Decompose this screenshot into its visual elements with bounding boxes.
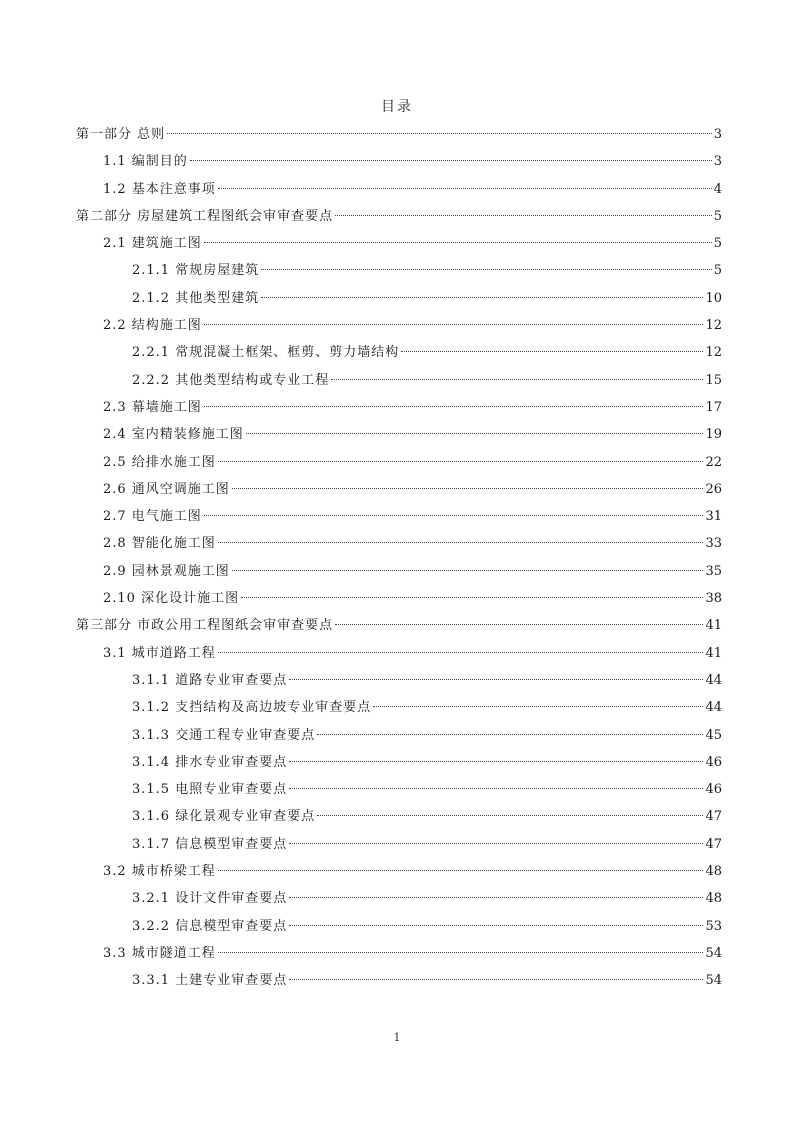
toc-entry-page: 19 [705, 427, 722, 443]
toc-dot-leader [289, 843, 703, 844]
toc-entry-page: 12 [705, 318, 722, 334]
toc-entry[interactable] [76, 230, 722, 257]
toc-entry-label: 3.3.1 土建专业审查要点 [132, 973, 288, 989]
toc-entry-page: 38 [705, 591, 722, 607]
toc-entry-label: 2.8 智能化施工图 [103, 536, 216, 552]
toc-dot-leader [401, 351, 703, 352]
toc-dot-leader [373, 706, 703, 707]
toc-entry[interactable] [76, 121, 722, 148]
toc-entry-label: 3.1.3 交通工程专业审查要点 [132, 727, 316, 743]
toc-entry[interactable] [76, 558, 722, 585]
toc-entry-page: 3 [713, 154, 722, 170]
toc-dot-leader [317, 734, 703, 735]
toc-entry-label: 第二部分 房屋建筑工程图纸会审审查要点 [76, 208, 334, 224]
toc-entry-label: 2.10 深化设计施工图 [103, 591, 240, 607]
toc-dot-leader [331, 379, 703, 380]
toc-entry[interactable] [76, 885, 722, 912]
toc-entry-page: 45 [705, 727, 722, 743]
toc-entry[interactable] [76, 339, 722, 366]
toc-entry[interactable] [76, 694, 722, 721]
toc-dot-leader [289, 897, 703, 898]
toc-entry-label: 1.1 编制目的 [103, 154, 188, 170]
toc-entry-label: 2.4 室内精装修施工图 [103, 427, 244, 443]
toc-entry-page: 22 [705, 454, 722, 470]
toc-dot-leader [167, 133, 712, 134]
toc-entry-page: 12 [705, 345, 722, 361]
toc-dot-leader [335, 215, 712, 216]
toc-entry-page: 4 [713, 181, 722, 197]
toc-dot-leader [204, 406, 704, 407]
toc-entry-label: 3.2.2 信息模型审查要点 [132, 918, 288, 934]
toc-entry[interactable] [76, 312, 722, 339]
toc-entry-page: 46 [705, 782, 722, 798]
toc-dot-leader [289, 679, 703, 680]
toc-entry[interactable] [76, 749, 722, 776]
toc-entry[interactable] [76, 722, 722, 749]
toc-dot-leader [289, 925, 703, 926]
toc-dot-leader [232, 488, 704, 489]
toc-dot-leader [218, 188, 712, 189]
toc-entry-label: 2.2.2 其他类型结构或专业工程 [132, 372, 330, 388]
toc-dot-leader [218, 461, 704, 462]
toc-entry-label: 3.2 城市桥梁工程 [103, 864, 216, 880]
toc-entry[interactable] [76, 940, 722, 967]
toc-entry-page: 17 [705, 399, 722, 415]
toc-entry-label: 3.3 城市隧道工程 [103, 945, 216, 961]
toc-entry[interactable] [76, 503, 722, 530]
toc-entry[interactable] [76, 667, 722, 694]
toc-entry[interactable] [76, 913, 722, 940]
toc-entry-page: 48 [705, 864, 722, 880]
toc-dot-leader [246, 433, 704, 434]
toc-entry[interactable] [76, 831, 722, 858]
toc-entry-label: 第三部分 市政公用工程图纸会审审查要点 [76, 618, 334, 634]
toc-entry[interactable] [76, 776, 722, 803]
toc-entry-page: 41 [705, 618, 722, 634]
toc-entry-page: 31 [705, 509, 722, 525]
toc-dot-leader [241, 597, 703, 598]
toc-entry-page: 3 [713, 127, 722, 142]
toc-entry[interactable] [76, 421, 722, 448]
toc-entry-label: 2.2.1 常规混凝土框架、框剪、剪力墙结构 [132, 345, 400, 361]
toc-entry[interactable] [76, 449, 722, 476]
toc-entry[interactable] [76, 476, 722, 503]
toc-entry-page: 47 [705, 809, 722, 825]
toc-entry-label: 3.1.1 道路专业审查要点 [132, 672, 288, 688]
toc-entry-page: 5 [713, 208, 722, 224]
toc-dot-leader [335, 624, 703, 625]
toc-entry-label: 3.1.2 支挡结构及高边坡专业审查要点 [132, 700, 372, 716]
toc-dot-leader [317, 815, 703, 816]
toc-entry-page: 33 [705, 536, 722, 552]
toc-entry-label: 2.7 电气施工图 [103, 509, 202, 525]
toc-entry[interactable] [76, 585, 722, 612]
toc-entry-page: 5 [713, 263, 722, 279]
toc-entry-page: 10 [705, 290, 722, 306]
toc-entry[interactable] [76, 858, 722, 885]
toc-dot-leader [218, 870, 704, 871]
toc-entry[interactable] [76, 530, 722, 557]
toc-entry[interactable] [76, 394, 722, 421]
toc-entry-label: 3.1 城市道路工程 [103, 645, 216, 661]
toc-entry[interactable] [76, 148, 722, 175]
toc-entry[interactable] [76, 176, 722, 203]
toc-entry-page: 41 [705, 645, 722, 661]
toc-entry-label: 1.2 基本注意事项 [103, 181, 216, 197]
toc-dot-leader [204, 515, 704, 516]
toc-entry-page: 47 [705, 836, 722, 852]
toc-dot-leader [218, 542, 704, 543]
toc-entry-page: 5 [713, 236, 722, 252]
toc-entry-page: 54 [705, 973, 722, 989]
toc-entry-label: 2.5 给排水施工图 [103, 454, 216, 470]
toc-entry-label: 2.9 园林景观施工图 [103, 563, 230, 579]
toc-entry-label: 3.2.1 设计文件审查要点 [132, 891, 288, 907]
toc-dot-leader [261, 269, 712, 270]
toc-dot-leader [190, 160, 712, 161]
toc-entry-label: 第一部分 总则 [76, 127, 166, 142]
toc-entry-page: 26 [705, 481, 722, 497]
toc-entry-label: 2.1.2 其他类型建筑 [132, 290, 260, 306]
toc-dot-leader [232, 570, 704, 571]
toc-entry-page: 15 [705, 372, 722, 388]
toc-entry-page: 46 [705, 754, 722, 770]
toc-entry-label: 2.3 幕墙施工图 [103, 399, 202, 415]
toc-dot-leader [289, 979, 703, 980]
toc-dot-leader [218, 952, 704, 953]
toc-title: 目录 [381, 99, 413, 115]
toc-entry-label: 3.1.6 绿化景观专业审查要点 [132, 809, 316, 825]
toc-entry[interactable] [76, 967, 722, 994]
toc-dot-leader [289, 761, 703, 762]
toc-entry[interactable] [76, 803, 722, 830]
toc-dot-leader [204, 242, 712, 243]
toc-entry-page: 44 [705, 700, 722, 716]
toc-dot-leader [289, 788, 703, 789]
toc-entry-page: 35 [705, 563, 722, 579]
toc-entry-page: 44 [705, 672, 722, 688]
toc-dot-leader [261, 297, 703, 298]
toc-entry[interactable] [76, 640, 722, 667]
toc-entry[interactable] [76, 367, 722, 394]
toc-entry-page: 54 [705, 945, 722, 961]
toc-entry-label: 3.1.4 排水专业审查要点 [132, 754, 288, 770]
toc-entry-label: 2.2 结构施工图 [103, 318, 202, 334]
toc-entry[interactable] [76, 203, 722, 230]
toc-entry-label: 3.1.7 信息模型审查要点 [132, 836, 288, 852]
toc-entry-label: 2.1 建筑施工图 [103, 236, 202, 252]
toc-entry-page: 48 [705, 891, 722, 907]
toc-entry[interactable] [76, 612, 722, 639]
page-number: 1 [393, 1031, 401, 1044]
toc-entry-label: 2.1.1 常规房屋建筑 [132, 263, 260, 279]
toc-entry-page: 53 [705, 918, 722, 934]
toc-entry[interactable] [76, 285, 722, 312]
toc-dot-leader [204, 324, 704, 325]
toc-entry-label: 2.6 通风空调施工图 [103, 481, 230, 497]
toc-entry[interactable] [76, 257, 722, 284]
toc-list [76, 121, 722, 995]
toc-dot-leader [218, 652, 704, 653]
toc-entry-label: 3.1.5 电照专业审查要点 [132, 782, 288, 798]
